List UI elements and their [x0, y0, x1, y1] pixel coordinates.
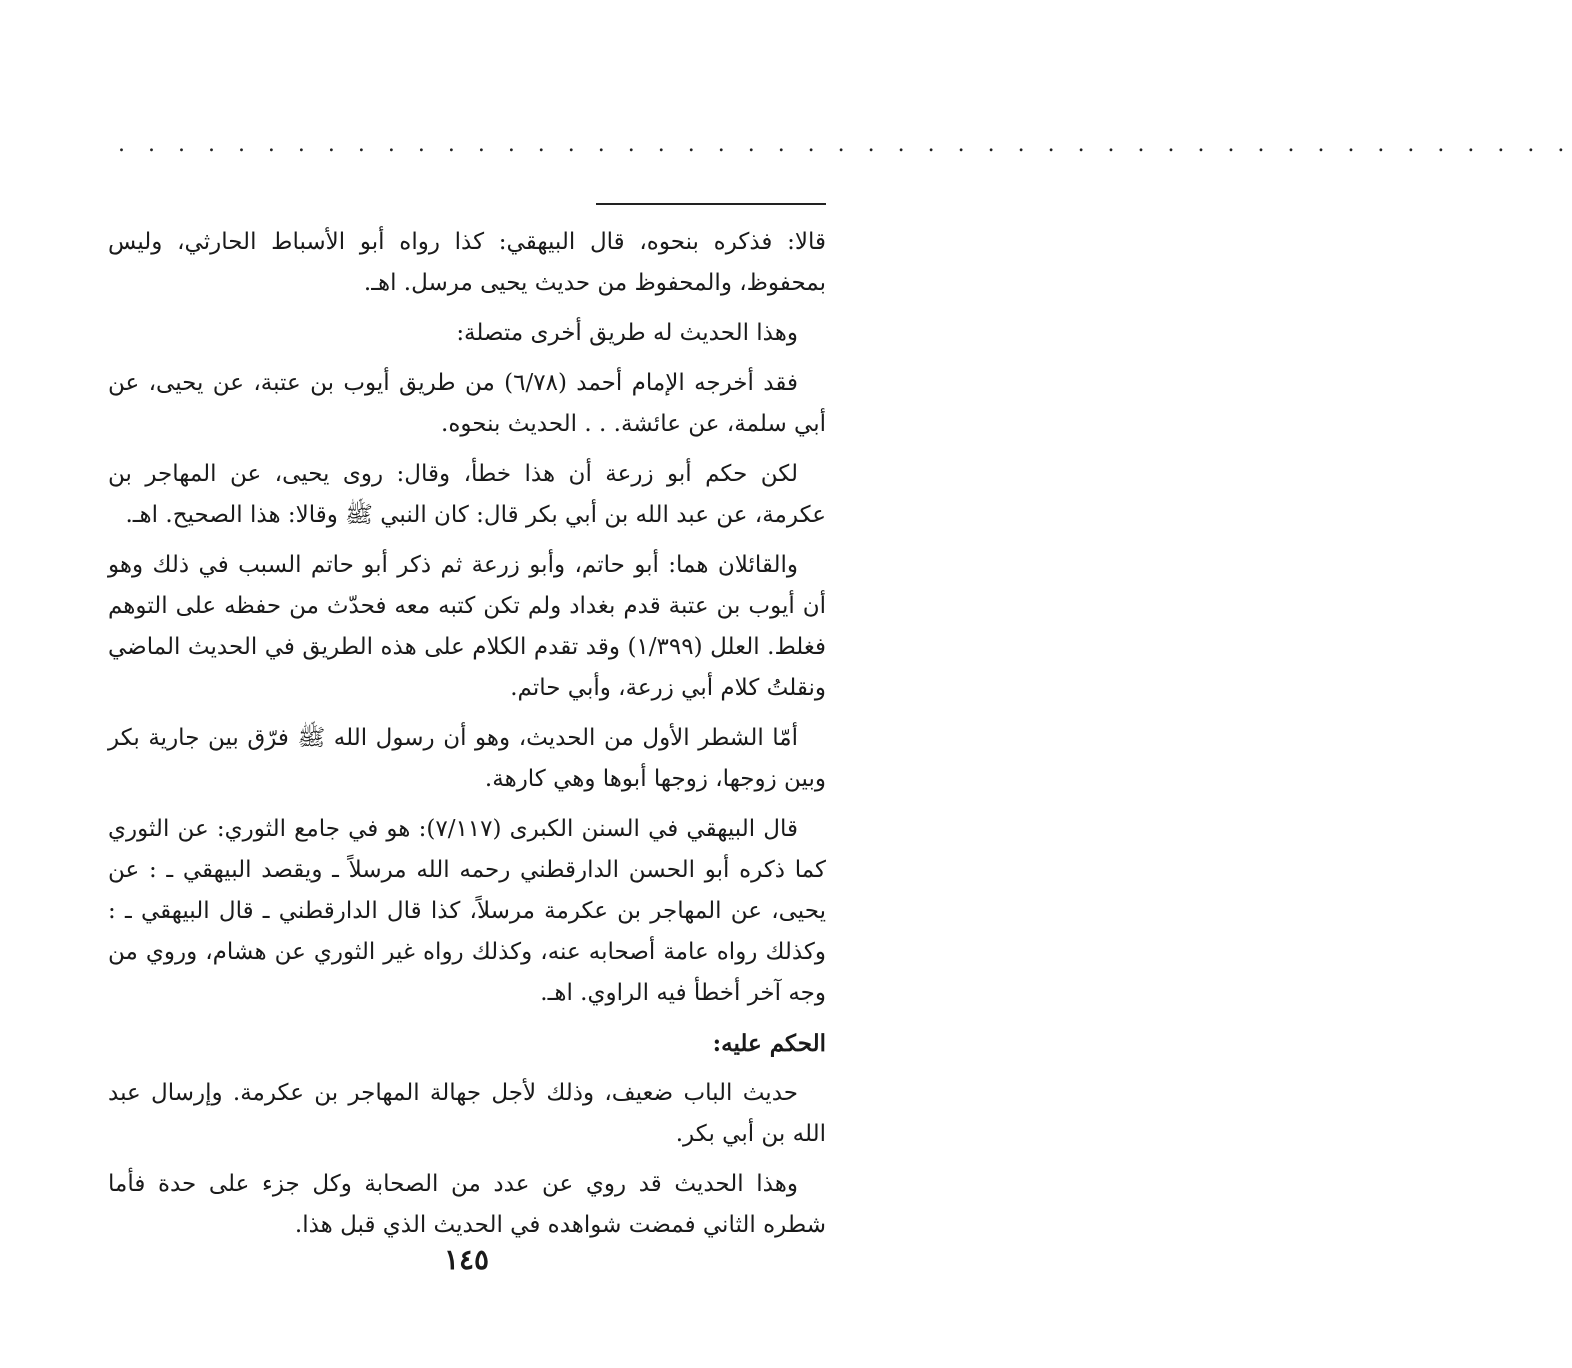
paragraph-4: لكن حكم أبو زرعة أن هذا خطأ، وقال: روى يحيى، عن المهاجر بن عكرمة، عن عبد الله بن أبي بكر قال: كان النبي ﷺ وقالا: هذا الصحيح. اهـ.: [108, 461, 826, 528]
paragraph-3: فقد أخرجه الإمام أحمد (٦/٧٨) من طريق أيوب بن عتبة، عن يحيى، عن أبي سلمة، عن عائشة. . . الحديث بنحوه.: [108, 370, 826, 437]
footnote-rule: [596, 203, 826, 205]
paragraph-7: قال البيهقي في السنن الكبرى (٧/١١٧): هو في جامع الثوري: عن الثوري كما ذكره أبو الحسن الدارقطني رحمه الله مرسلاً ـ ويقصد البيهقي ـ : عن يحيى، عن المهاجر بن عكرمة مرسلاً، كذا قال الدارقطني ـ قال البيهقي ـ : وكذلك رواه عامة أصحابه عنه، وكذلك رواه غير الثوري عن هشام، وروي من وجه آخر أخطأ فيه الراوي. اهـ.: [108, 816, 826, 1006]
paragraph-2: وهذا الحديث له طريق أخرى متصلة:: [456, 320, 798, 346]
page-number: ١٤٥: [443, 1243, 490, 1276]
dotted-separator: . . . . . . . . . . . . . . . . . . . . . . . . . . . . . . . . . . . . . . . . . . . . . . . . .: [118, 132, 1572, 157]
paragraph-9: وهذا الحديث قد روي عن عدد من الصحابة وكل جزء على حدة فأما شطره الثاني فمضت شواهده في الحديث الذي قبل هذا.: [108, 1171, 826, 1238]
paragraph-6: أمّا الشطر الأول من الحديث، وهو أن رسول الله ﷺ فرّق بين جارية بكر وبين زوجها، زوجها أبوها وهي كارهة.: [108, 725, 826, 792]
paragraph-5: والقائلان هما: أبو حاتم، وأبو زرعة ثم ذكر أبو حاتم السبب في ذلك وهو أن أيوب بن عتبة قدم بغداد ولم تكن كتبه معه فحدّث من حفظه على التوهم فغلط. العلل (١/٣٩٩) وقد تقدم الكلام على هذه الطريق في الحديث الماضي ونقلتُ كلام أبي زرعة، وأبي حاتم.: [108, 552, 826, 701]
paragraph-8: حديث الباب ضعيف، وذلك لأجل جهالة المهاجر بن عكرمة. وإرسال عبد الله بن أبي بكر.: [108, 1080, 826, 1147]
page-body: [108, 222, 826, 1255]
section-heading: الحكم عليه:: [712, 1030, 826, 1057]
paragraph-1: قالا: فذكره بنحوه، قال البيهقي: كذا رواه أبو الأسباط الحارثي، وليس بمحفوظ، والمحفوظ من حديث يحيى مرسل. اهـ.: [108, 229, 826, 296]
